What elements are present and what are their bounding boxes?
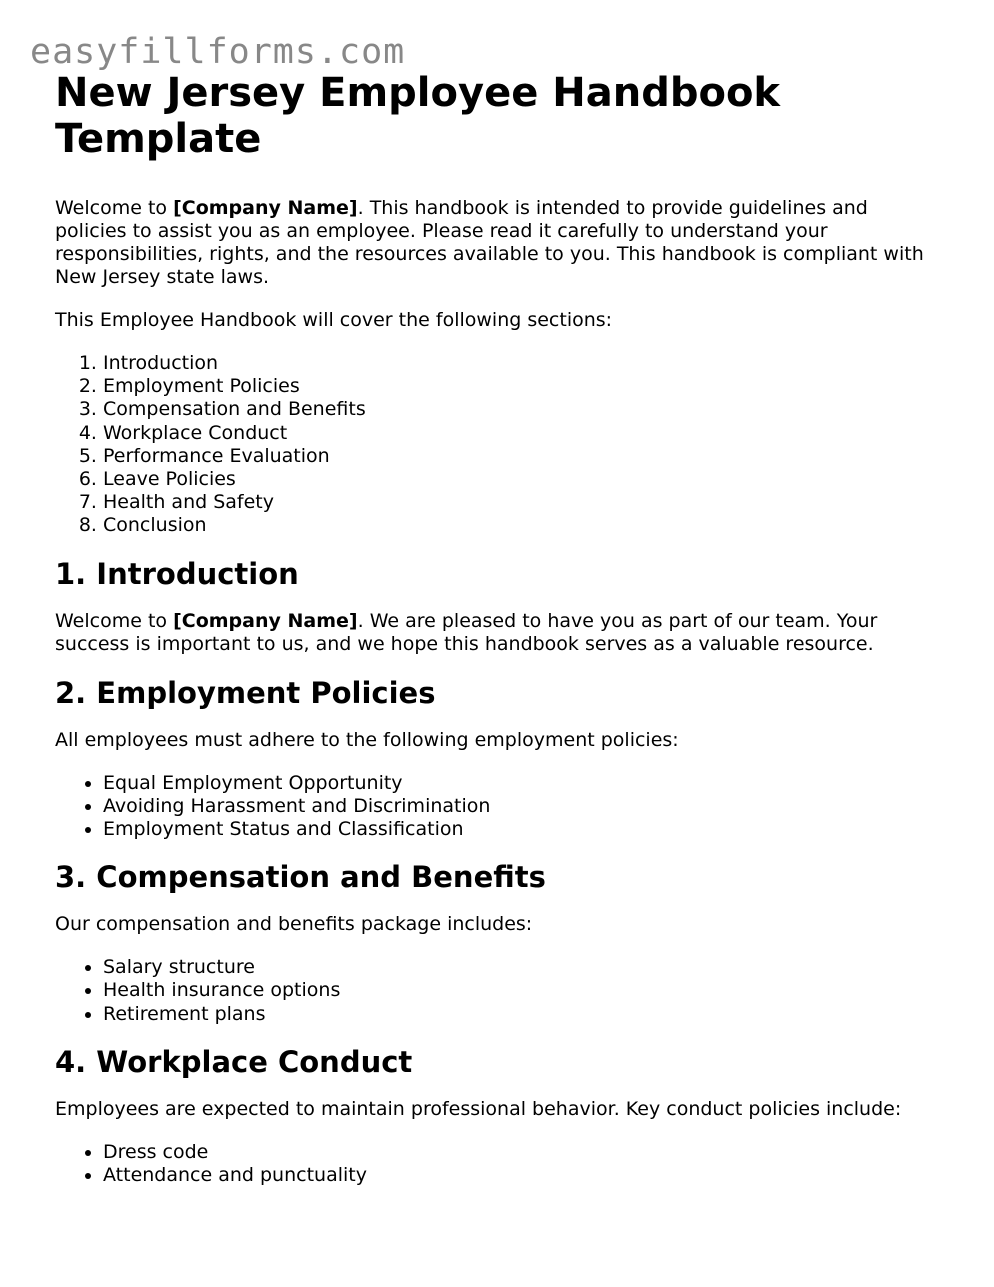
compensation-list <box>55 956 945 1026</box>
compensation-lead: Our compensation and benefits package includes: <box>55 913 533 936</box>
company-name-placeholder: [Company Name] <box>173 197 358 219</box>
document-page <box>55 70 945 1206</box>
section-heading-workplace-conduct: 4. Workplace Conduct <box>55 1044 413 1079</box>
toc-item: 6. Leave Policies <box>103 468 945 491</box>
workplace-conduct-lead: Employees are expected to maintain professional behavior. Key conduct policies include: <box>55 1097 902 1120</box>
list-item: • Equal Employment Opportunity <box>103 772 945 795</box>
s1-prefix: Welcome to <box>55 609 174 632</box>
list-item: • Avoiding Harassment and Discrimination <box>103 795 945 818</box>
toc-item: 1. Introduction <box>103 352 945 375</box>
intro-suffix: . This handbook is intended to provide guidelines and policies to assist you as an employee. Please read it carefully to understand your responsibilities, rights, and the resources available to you. This handbook is compliant with New Jersey state laws. <box>55 197 924 288</box>
page-title: New Jersey Employee Handbook Template <box>55 70 781 162</box>
watermark: easyfillforms.com <box>30 32 406 72</box>
list-item: • Salary structure <box>103 956 945 979</box>
section-heading-compensation: 3. Compensation and Benefits <box>55 860 546 895</box>
toc-item: 3. Compensation and Benefits <box>103 398 945 421</box>
list-item: • Attendance and punctuality <box>103 1164 945 1187</box>
sections-lead: This Employee Handbook will cover the following sections: <box>55 309 613 331</box>
list-item: • Dress code <box>103 1141 945 1164</box>
section-heading-introduction: 1. Introduction <box>55 556 299 591</box>
intro-paragraph <box>55 197 945 289</box>
employment-policies-list <box>55 772 945 842</box>
introduction-paragraph <box>55 610 945 656</box>
list-item: • Employment Status and Classification <box>103 818 945 841</box>
toc-item: 8. Conclusion <box>103 514 945 537</box>
toc-item: 5. Performance Evaluation <box>103 445 945 468</box>
list-item: • Retirement plans <box>103 1003 945 1026</box>
company-name-placeholder: [Company Name] <box>173 609 358 632</box>
toc-item: 2. Employment Policies <box>103 375 945 398</box>
table-of-contents <box>55 352 945 538</box>
intro-prefix: Welcome to <box>55 197 174 219</box>
list-item: • Health insurance options <box>103 979 945 1002</box>
toc-item: 7. Health and Safety <box>103 491 945 514</box>
section-heading-employment-policies: 2. Employment Policies <box>55 675 436 710</box>
s1-suffix: . We are pleased to have you as part of our team. Your success is important to us, and we hope this handbook serves as a valuable resource. <box>55 609 878 655</box>
toc-item: 4. Workplace Conduct <box>103 422 945 445</box>
employment-policies-lead: All employees must adhere to the following employment policies: <box>55 728 679 751</box>
workplace-conduct-list <box>55 1141 945 1187</box>
